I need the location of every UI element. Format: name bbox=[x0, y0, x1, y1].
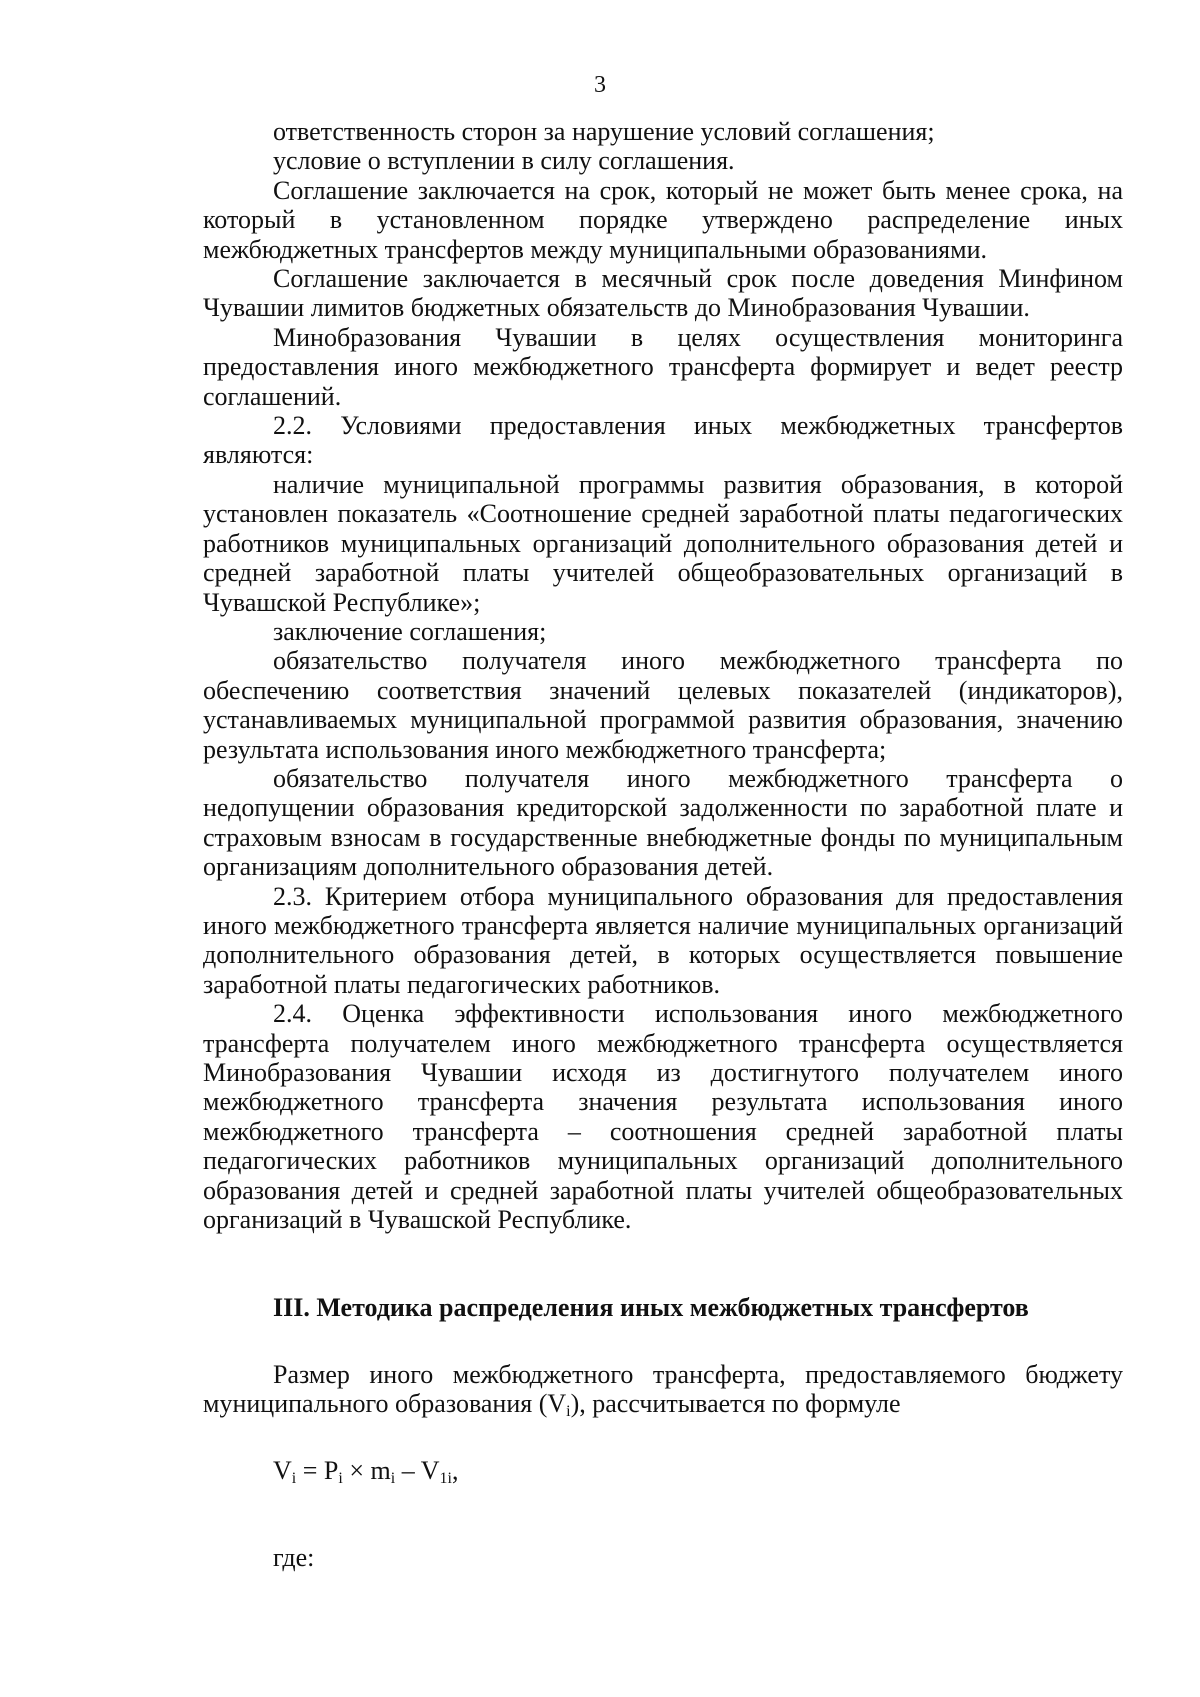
method-text bbox=[203, 1360, 1123, 1419]
paragraph: заключение соглашения; bbox=[273, 616, 547, 646]
where-label: где: bbox=[273, 1543, 315, 1572]
formula-v: V bbox=[273, 1456, 292, 1485]
page-number: 3 bbox=[594, 72, 606, 98]
formula-times: × bbox=[342, 1456, 371, 1485]
body-text bbox=[203, 117, 1123, 1234]
formula-m-sub: i bbox=[390, 1470, 396, 1487]
formula-end: , bbox=[451, 1456, 459, 1485]
formula-minus: – bbox=[395, 1456, 421, 1485]
method-paragraph bbox=[203, 1360, 1123, 1419]
formula-v1-sub: 1i bbox=[439, 1470, 452, 1487]
paragraph: Соглашение заключается в месячный срок после доведения Минфином Чувашии лимитов бюджетных обязательств до Минобразования Чувашии. bbox=[203, 264, 1123, 323]
formula-p: P bbox=[323, 1456, 339, 1485]
formula-v-sub: i bbox=[291, 1470, 297, 1487]
paragraph: обязательство получателя иного межбюджетного трансферта по обеспечению соответствия значений целевых показателей (индикаторов), устанавливаемых муниципальной программой развития образования, значению результата использования иного межбюджетного трансферта; bbox=[203, 646, 1123, 764]
paragraph: 2.3. Критерием отбора муниципального образования для предоставления иного межбюджетного трансферта является наличие муниципальных организаций дополнительного образования детей, в которых осуществляется повышение заработной платы педагогических работников. bbox=[203, 881, 1123, 999]
formula-p-sub: i bbox=[338, 1470, 343, 1487]
paragraph: наличие муниципальной программы развития образования, в которой установлен показатель «Соотношение средней заработной платы педагогических работников муниципальных организаций дополнительного образования детей и средней заработной платы учителей общеобразовательных организаций в Чувашской Республике»; bbox=[203, 469, 1123, 617]
method-paragraph-prefix: Размер иного межбюджетного трансферта, предоставляемого бюджету муниципального образования (V bbox=[203, 1360, 1123, 1419]
method-paragraph-subscript: i bbox=[566, 1403, 571, 1421]
paragraph: условие о вступлении в силу соглашения. bbox=[273, 146, 735, 176]
method-paragraph-suffix: ), рассчитывается по формуле bbox=[570, 1389, 901, 1419]
paragraph: ответственность сторон за нарушение условий соглашения; bbox=[273, 117, 935, 146]
section-heading: III. Методика распределения иных межбюджетных трансфертов bbox=[273, 1293, 1029, 1322]
formula-v1: V bbox=[420, 1456, 440, 1485]
paragraph: 2.4. Оценка эффективности использования иного межбюджетного трансферта получателем иного межбюджетного трансферта осуществляется Минобразования Чувашии исходя из достигнутого получателем иного межбюджетного трансферта значения результата использования иного межбюджетного трансферта – соотношения средней заработной платы педагогических работников муниципальных организаций дополнительного образования детей и средней заработной платы учителей общеобразовательных организаций в Чувашской Республике. bbox=[203, 999, 1123, 1235]
paragraph: 2.2. Условиями предоставления иных межбюджетных трансфертов являются: bbox=[203, 411, 1123, 470]
formula bbox=[273, 1456, 458, 1486]
paragraph: Соглашение заключается на срок, который не может быть менее срока, на который в установленном порядке утверждено распределение иных межбюджетных трансфертов между муниципальными образованиями. bbox=[203, 175, 1123, 264]
paragraph: обязательство получателя иного межбюджетного трансферта о недопущении образования кредиторской задолженности по заработной плате и страховым взносам в государственные внебюджетные фонды по муниципальным организациям дополнительного образования детей. bbox=[203, 763, 1123, 882]
formula-equals: = bbox=[296, 1456, 324, 1485]
formula-m: m bbox=[370, 1456, 391, 1485]
paragraph: Минобразования Чувашии в целях осуществления мониторинга предоставления иного межбюджетного трансферта формирует и ведет реестр соглашений. bbox=[203, 322, 1123, 411]
